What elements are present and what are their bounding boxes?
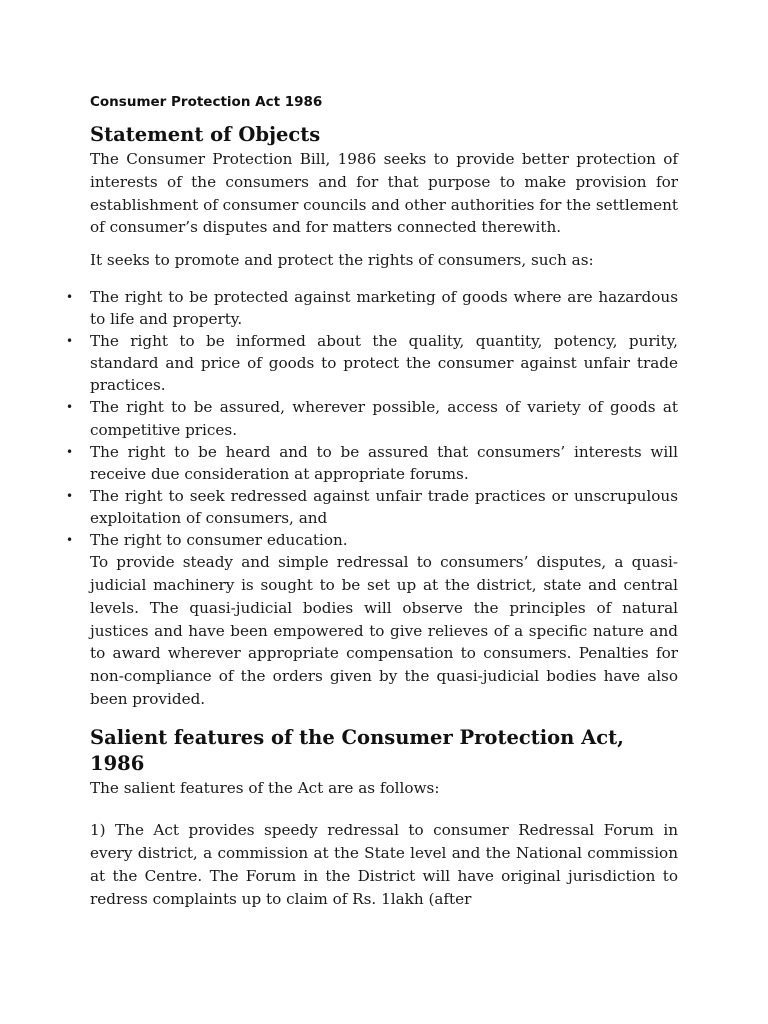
bullet-icon: • [66, 334, 74, 349]
bullet-icon: • [66, 400, 74, 415]
rights-intro: It seeks to promote and protect the rights of consumers, such as: [90, 251, 594, 270]
list-item [66, 441, 678, 485]
salient-features-intro: The salient features of the Act are as follows: [90, 778, 440, 797]
document-page [66, 92, 678, 911]
salient-feature-point-1: 1) The Act provides speedy redressal to consumer Redressal Forum in every district, a commission at the State level and the National commission at the Centre. The Forum in the District will have original jurisdiction to redress complaints up to claim of Rs. 1lakh (after [90, 821, 678, 908]
list-item [66, 396, 678, 440]
list-item-text: The right to be assured, wherever possible, access of variety of goods at competitive prices. [90, 398, 678, 439]
list-item [66, 529, 678, 551]
list-item-text: The right to be informed about the quality, quantity, potency, purity, standard and price of goods to protect the consumer against unfair trade practices. [90, 332, 678, 395]
statement-of-objects-heading: Statement of Objects [90, 123, 321, 146]
document-header: Consumer Protection Act 1986 [90, 94, 323, 110]
bullet-icon: • [66, 289, 74, 304]
list-item-text: The right to be heard and to be assured that consumers’ interests will receive due consideration at appropriate forums. [90, 442, 678, 483]
bullet-icon: • [66, 444, 74, 459]
list-item [66, 330, 678, 396]
list-item [66, 485, 678, 529]
bullet-icon: • [66, 533, 74, 548]
list-item [66, 286, 678, 330]
rights-list [66, 286, 678, 551]
redressal-paragraph: To provide steady and simple redressal to consumers’ disputes, a quasi-judicial machinery is sought to be set up at the district, state and central levels. The quasi-judicial bodies will observe the principles of natural justices and have been empowered to give relieves of a specific nature and to award wherever appropriate compensation to consumers. Penalties for non-compliance of the orders given by the quasi-judicial bodies have also been provided. [90, 553, 678, 708]
list-item-text: The right to seek redressed against unfair trade practices or unscrupulous exploitation of consumers, and [90, 486, 678, 527]
bullet-icon: • [66, 488, 74, 503]
list-item-text: The right to be protected against marketing of goods where are hazardous to life and property. [90, 287, 678, 329]
list-item-text: The right to consumer education. [90, 531, 348, 550]
objects-paragraph: The Consumer Protection Bill, 1986 seeks to provide better protection of interests of the consumers and for that purpose to make provision for establishment of consumer councils and other authorities for the settlement of consumer’s disputes and for matters connected therewith. [90, 150, 678, 237]
salient-features-heading: Salient features of the Consumer Protection Act, 1986 [90, 725, 624, 775]
